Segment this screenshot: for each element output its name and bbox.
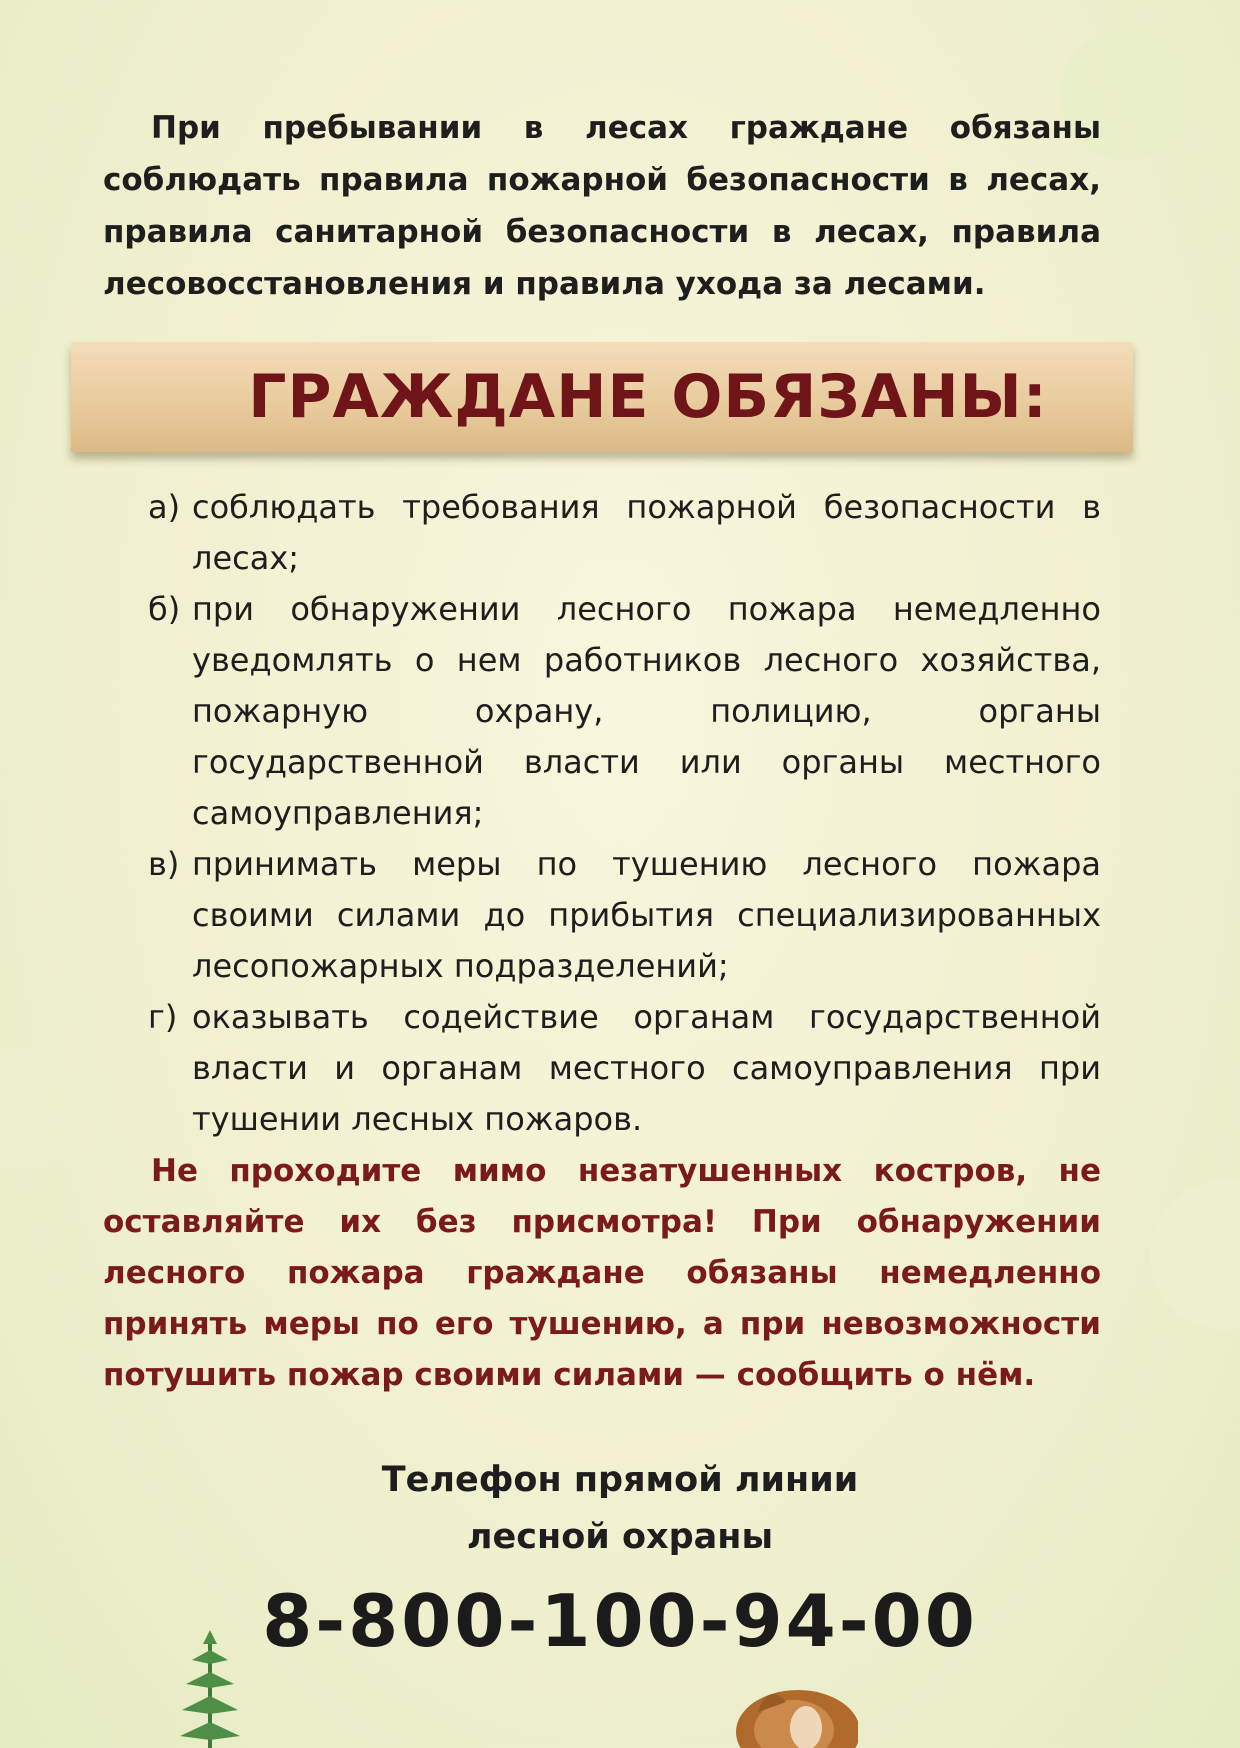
duty-letter: б) [148, 590, 181, 628]
duty-item [148, 992, 1101, 1145]
duty-item [148, 584, 1101, 839]
title-banner [71, 342, 1133, 452]
duty-letter: в) [148, 845, 180, 883]
decor-circle [0, 1050, 80, 1170]
duty-letter: г) [148, 998, 178, 1036]
duty-text: при обнаружении лесного пожара немедленно уведомлять о нем работников лесного хозяйства, пожарную охрану, полицию, органы государственной власти или органы местного самоуправления; [192, 590, 1101, 832]
phone-number: 8-800-100-94-00 [262, 1579, 978, 1663]
duties-list [148, 482, 1101, 1145]
intro-paragraph: При пребывании в лесах граждане обязаны соблюдать правила пожарной безопасности в лесах, правила санитарной безопасности в лесах, правила лесовосстановления и правила ухода за лесами. [103, 110, 1101, 302]
phone-label [0, 1452, 1240, 1566]
duty-item [148, 839, 1101, 992]
decor-circle [1150, 1180, 1240, 1330]
banner-title: ГРАЖДАНЕ ОБЯЗАНЫ: [248, 362, 1048, 432]
phone-label-line: Телефон прямой линии [381, 1460, 859, 1500]
duty-item [148, 482, 1101, 584]
duty-text: оказывать содействие органам государственной власти и органам местного самоуправления при тушении лесных пожаров. [192, 998, 1101, 1138]
duty-text: соблюдать требования пожарной безопасности в лесах; [192, 488, 1101, 577]
fern-icon [170, 1630, 250, 1748]
phone-label-line: лесной охраны [466, 1517, 774, 1557]
duty-text: принимать меры по тушению лесного пожара своими силами до прибытия специализированных лесопожарных подразделений; [192, 845, 1101, 985]
duty-letter: а) [148, 488, 181, 526]
warning-paragraph: Не проходите мимо незатушенных костров, не оставляйте их без присмотра! При обнаружении лесного пожара граждане обязаны немедленно принять меры по его тушению, а при невозможности потушить пожар своими силами — сообщить о нём. [103, 1153, 1101, 1393]
squirrel-icon [728, 1672, 858, 1748]
